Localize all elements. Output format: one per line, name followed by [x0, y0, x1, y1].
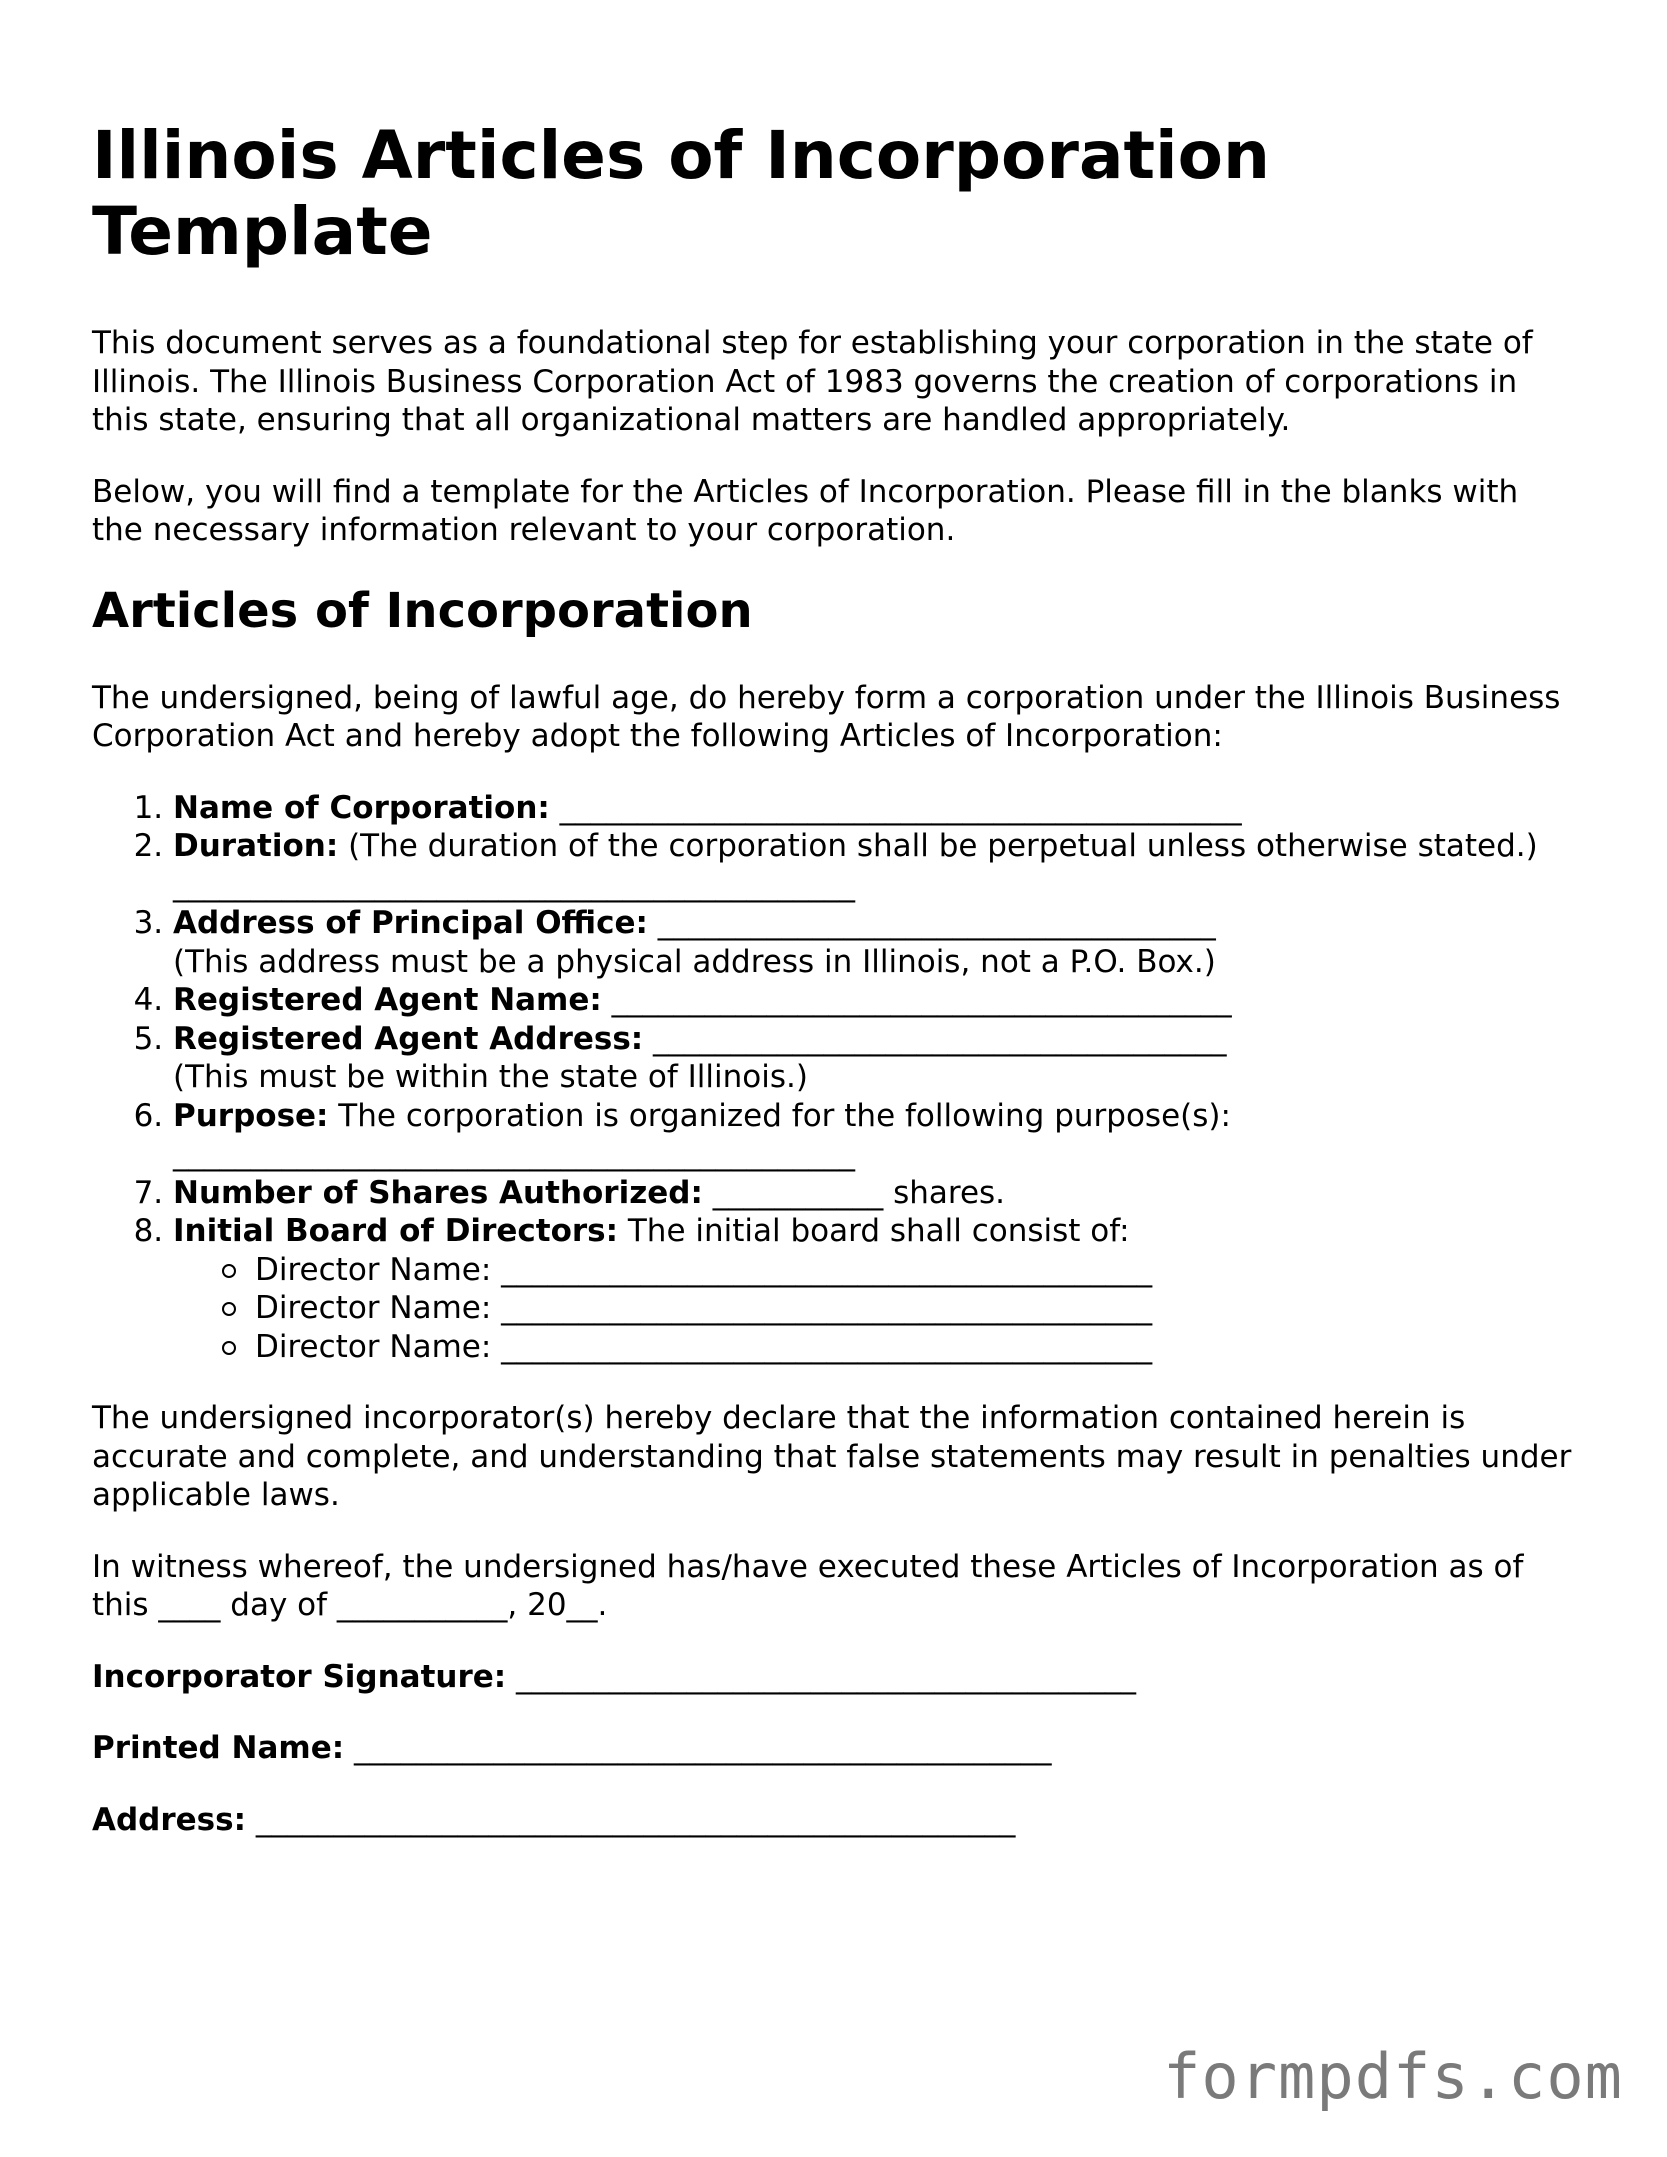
signature-label: Incorporator Signature:: [92, 1658, 507, 1695]
watermark: formpdfs.com: [1163, 2040, 1623, 2113]
article-label: Registered Agent Address:: [173, 1020, 644, 1057]
article-label: Initial Board of Directors:: [173, 1213, 619, 1249]
article-label: Duration:: [173, 828, 339, 864]
article-label: Number of Shares Authorized:: [173, 1174, 703, 1211]
address-blank: _________________________________________________: [246, 1801, 1016, 1838]
article-item: [173, 981, 1572, 1020]
preamble-paragraph: The undersigned, being of lawful age, do hereby form a corporation under the Illinois Business Corporation Act and hereby adopt the following Articles of Incorporation:: [92, 679, 1561, 754]
director-item: Director Name: __________________________________________: [255, 1328, 1572, 1367]
section-heading: Articles of Incorporation: [92, 582, 753, 639]
article-text: ____________________________________________: [549, 789, 1242, 826]
articles-list: [92, 789, 1572, 1367]
article-text: ________________________________________: [601, 982, 1232, 1018]
address-line: [92, 1801, 1572, 1840]
printed-name-blank: _____________________________________________: [344, 1730, 1052, 1766]
address-label: Address:: [92, 1801, 246, 1838]
witness-paragraph: In witness whereof, the undersigned has/have executed these Articles of Incorporation as of this ____ day of ___________, 20__.: [92, 1548, 1524, 1623]
article-item: [173, 1212, 1572, 1366]
intro-paragraph-1: This document serves as a foundational step for establishing your corporation in the state of Illinois. The Illinois Business Corporation Act of 1983 governs the creation of corporations in this state, ensuring that all organizational matters are handled appropriately.: [92, 325, 1533, 438]
article-note: (This address must be a physical address in Illinois, not a P.O. Box.): [173, 943, 1216, 980]
document-title: Illinois Articles of Incorporation Template: [92, 117, 1270, 270]
printed-name-line: [92, 1729, 1572, 1768]
article-text: _____________________________________: [643, 1020, 1227, 1057]
declaration-paragraph: The undersigned incorporator(s) hereby declare that the information contained herein is accurate and complete, and understanding that false statements may result in penalties under applicable laws.: [92, 1400, 1572, 1513]
article-note: (This must be within the state of Illinois.): [173, 1059, 808, 1095]
article-label: Registered Agent Name:: [173, 982, 602, 1018]
article-label: Address of Principal Office:: [173, 905, 648, 941]
directors-list: [173, 1251, 1572, 1367]
director-item: Director Name: __________________________________________: [255, 1289, 1572, 1328]
article-item: [173, 1174, 1572, 1213]
director-item: Director Name: __________________________________________: [255, 1251, 1572, 1290]
article-label: Name of Corporation:: [173, 789, 550, 826]
document-page: [92, 118, 1572, 1872]
article-text: The corporation is organized for the following purpose(s):: [328, 1097, 1231, 1134]
article-item: [173, 1097, 1572, 1174]
article-item: [173, 789, 1572, 828]
article-label: Purpose:: [173, 1097, 329, 1134]
article-text: (The duration of the corporation shall be perpetual unless otherwise stated.) ____________________________________________: [173, 828, 1538, 903]
article-item: [173, 827, 1572, 904]
signature-blank: ________________________________________: [506, 1658, 1137, 1695]
printed-name-label: Printed Name:: [92, 1730, 345, 1766]
article-item: [173, 1020, 1572, 1097]
article-text: The initial board shall consist of:: [618, 1213, 1130, 1249]
intro-paragraph-2: Below, you will find a template for the Articles of Incorporation. Please fill in the blanks with the necessary information relevant to your corporation.: [92, 473, 1519, 548]
signature-line: [92, 1658, 1572, 1697]
article-text: ___________ shares.: [702, 1174, 1006, 1211]
article-blank: ____________________________________________: [173, 1136, 855, 1172]
article-text: ____________________________________: [647, 905, 1216, 941]
article-item: [173, 904, 1572, 981]
